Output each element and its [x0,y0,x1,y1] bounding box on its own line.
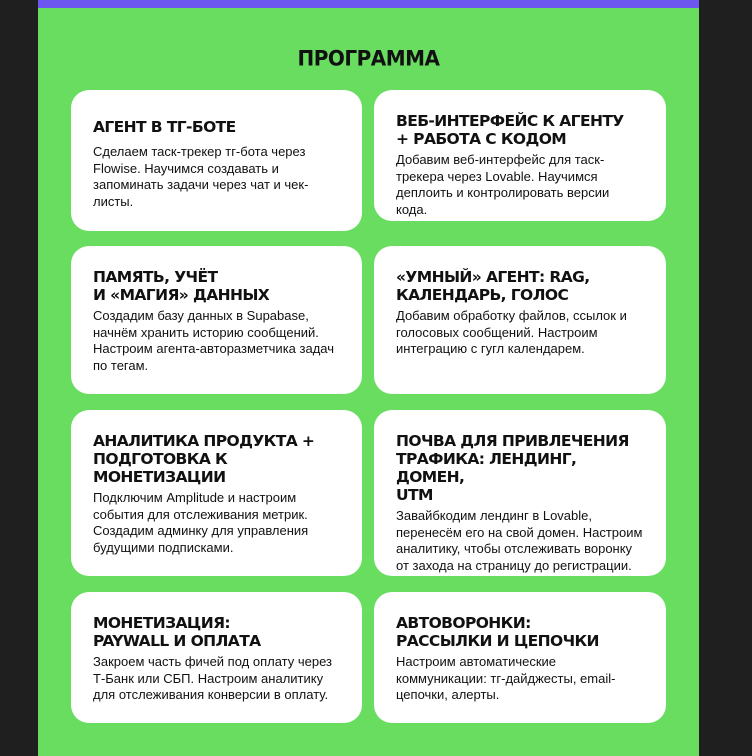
card-description: Подключим Amplitude и настроим события для отслеживания метрик. Создадим админку для управления будущими подписками. [93,490,309,555]
card-title: АВТОВОРОНКИ: РАССЫЛКИ И ЦЕПОЧКИ [396,614,599,650]
top-accent-bar [38,0,699,8]
program-page [38,0,699,756]
program-card-monetization [71,592,362,723]
program-card-traffic [374,410,666,576]
program-card-auto-funnels [374,592,666,723]
card-description: Настроим автоматические коммуникации: тг-дайджесты, email-цепочки, алерты. [396,654,616,702]
program-card-web-interface [374,90,666,221]
card-title: ПОЧВА ДЛЯ ПРИВЛЕЧЕНИЯ ТРАФИКА: ЛЕНДИНГ, ДОМЕН, UTM [396,432,629,504]
card-description: Создадим базу данных в Supabase, начнём хранить историю сообщений. Настроим агента-авторазметчика задач по тегам. [93,308,335,373]
card-description: Добавим веб-интерфейс для таск-трекера через Lovable. Научимся деплоить и контролировать версии кода. [396,152,610,217]
card-description: Закроем часть фичей под оплату через Т-Банк или СБП. Настроим аналитику для отслеживания конверсии в оплату. [93,654,333,702]
card-description: Сделаем таск-трекер тг-бота через Flowise. Научимся создавать и запоминать задачи через чат и чек-листы. [93,144,309,209]
card-title: ПАМЯТЬ, УЧЁТ И «МАГИЯ» ДАННЫХ [93,268,270,304]
card-title: АГЕНТ В ТГ-БОТЕ [93,118,236,136]
program-card-product-analytics [71,410,362,576]
card-description: Завайбкодим лендинг в Lovable, перенесём его на свой домен. Настроим аналитику, чтобы отслеживать воронку от захода на страницу до регистрации. [396,508,643,573]
card-title: ВЕБ-ИНТЕРФЕЙС К АГЕНТУ + РАБОТА С КОДОМ [396,112,624,148]
card-title: АНАЛИТИКА ПРОДУКТА + ПОДГОТОВКА К МОНЕТИЗАЦИИ [93,432,315,486]
section-title: ПРОГРАММА [297,45,440,71]
card-description: Добавим обработку файлов, ссылок и голосовых сообщений. Настроим интеграцию с гугл календарем. [396,308,627,356]
card-title: «УМНЫЙ» АГЕНТ: RAG, КАЛЕНДАРЬ, ГОЛОС [396,268,590,304]
card-title: МОНЕТИЗАЦИЯ: PAYWALL И ОПЛАТА [93,614,261,650]
program-card-smart-agent [374,246,666,394]
program-card-memory-data [71,246,362,394]
program-card-tg-bot-agent [71,90,362,231]
